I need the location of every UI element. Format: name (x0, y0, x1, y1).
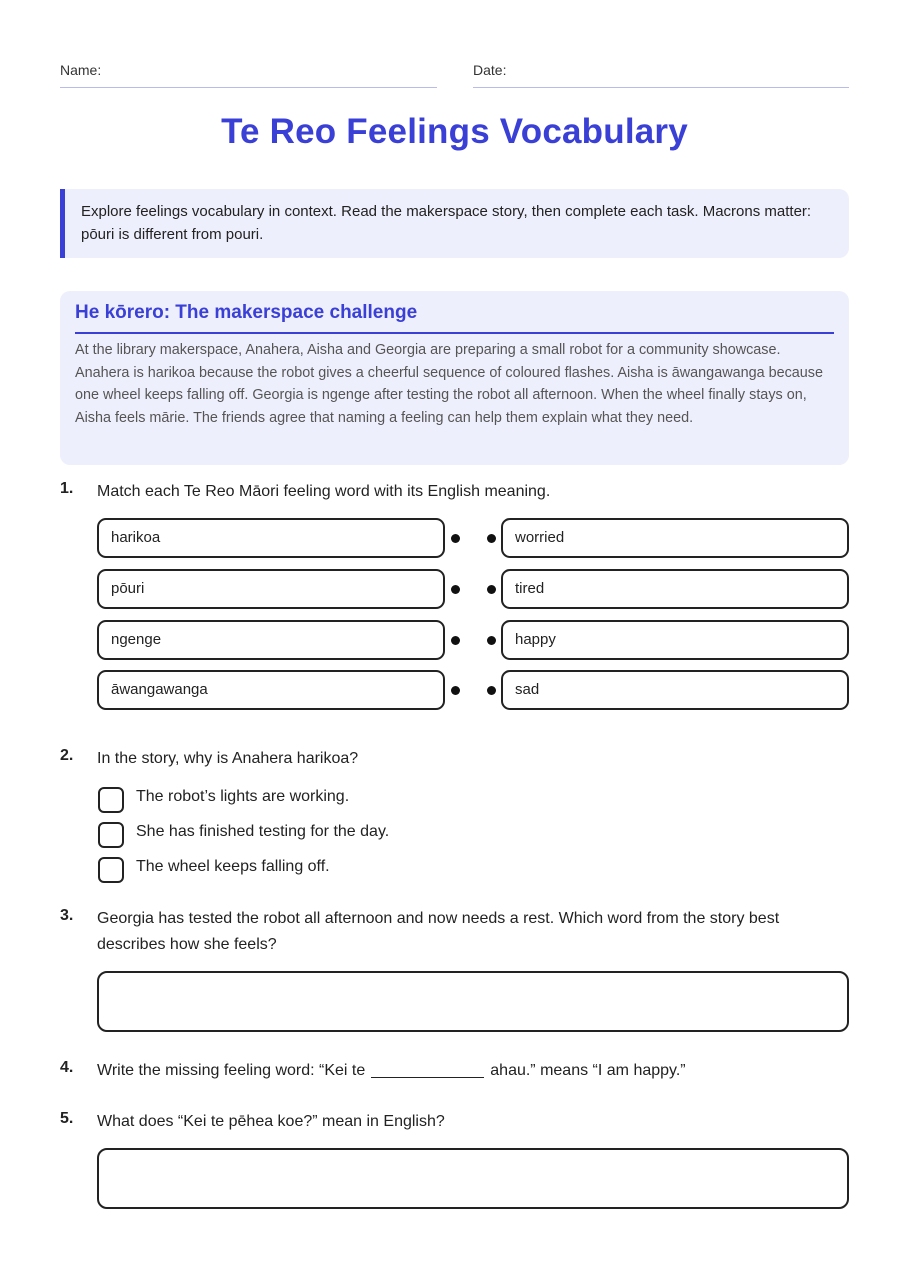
match-left-item[interactable]: ngenge (97, 620, 445, 660)
match-dot-left[interactable] (451, 686, 460, 695)
option-label: The robot’s lights are working. (136, 788, 350, 805)
question-1-number: 1. (60, 480, 74, 497)
match-dot-left[interactable] (451, 636, 460, 645)
match-right-item[interactable]: happy (501, 620, 849, 660)
question-2-number: 2. (60, 747, 74, 764)
match-dot-right[interactable] (487, 636, 496, 645)
question-4-text-after: ahau.” means “I am happy.” (490, 1062, 686, 1079)
option-checkbox[interactable] (98, 787, 124, 813)
match-right-item[interactable]: worried (501, 518, 849, 558)
match-right-item[interactable]: sad (501, 670, 849, 710)
match-left-item[interactable]: āwangawanga (97, 670, 445, 710)
option-label: She has finished testing for the day. (136, 823, 390, 840)
option-label: The wheel keeps falling off. (136, 858, 330, 875)
name-field[interactable] (60, 62, 437, 88)
match-left-item[interactable]: pōuri (97, 569, 445, 609)
name-label: Name: (60, 62, 102, 78)
question-4-number: 4. (60, 1059, 74, 1076)
question-3-text: Georgia has tested the robot all afternoon and now needs a rest. Which word from the story best describes how she feels? (97, 910, 780, 953)
match-dot-left[interactable] (451, 585, 460, 594)
match-right-item[interactable]: tired (501, 569, 849, 609)
fill-in-blank[interactable] (371, 1061, 484, 1078)
question-5-number: 5. (60, 1110, 74, 1127)
answer-box[interactable] (97, 971, 849, 1032)
header-fields (60, 62, 849, 88)
question-1-text: Match each Te Reo Māori feeling word with its English meaning. (97, 483, 551, 500)
question-4-text-before: Write the missing feeling word: “Kei te (97, 1062, 366, 1079)
story-box (60, 291, 849, 465)
match-dot-right[interactable] (487, 686, 496, 695)
intro-box: Explore feelings vocabulary in context. Read the makerspace story, then complete each task. Macrons matter: pōuri is different from pouri. (60, 189, 849, 258)
question-2-text: In the story, why is Anahera harikoa? (97, 750, 359, 767)
answer-box[interactable] (97, 1148, 849, 1209)
match-left-item[interactable]: harikoa (97, 518, 445, 558)
story-title: He kōrero: The makerspace challenge (75, 302, 834, 334)
question-3-number: 3. (60, 907, 74, 924)
question-5-text: What does “Kei te pēhea koe?” mean in English? (97, 1113, 445, 1130)
date-field[interactable] (473, 62, 849, 88)
option-checkbox[interactable] (98, 822, 124, 848)
question-4-text (97, 1058, 686, 1084)
match-dot-right[interactable] (487, 534, 496, 543)
option-checkbox[interactable] (98, 857, 124, 883)
date-label: Date: (473, 62, 507, 78)
worksheet-title: Te Reo Feelings Vocabulary (221, 112, 688, 151)
story-text: At the library makerspace, Anahera, Aisha and Georgia are preparing a small robot for a community showcase. Anahera is harikoa because the robot gives a cheerful sequence of coloured flashes. Aisha is āwangawanga because one wheel keeps falling off. Georgia is ngenge after testing the robot all afternoon. When the wheel finally stays on, Aisha feels mārie. The friends agree that naming a feeling can help them explain what they need. (75, 342, 824, 427)
match-dot-left[interactable] (451, 534, 460, 543)
match-dot-right[interactable] (487, 585, 496, 594)
